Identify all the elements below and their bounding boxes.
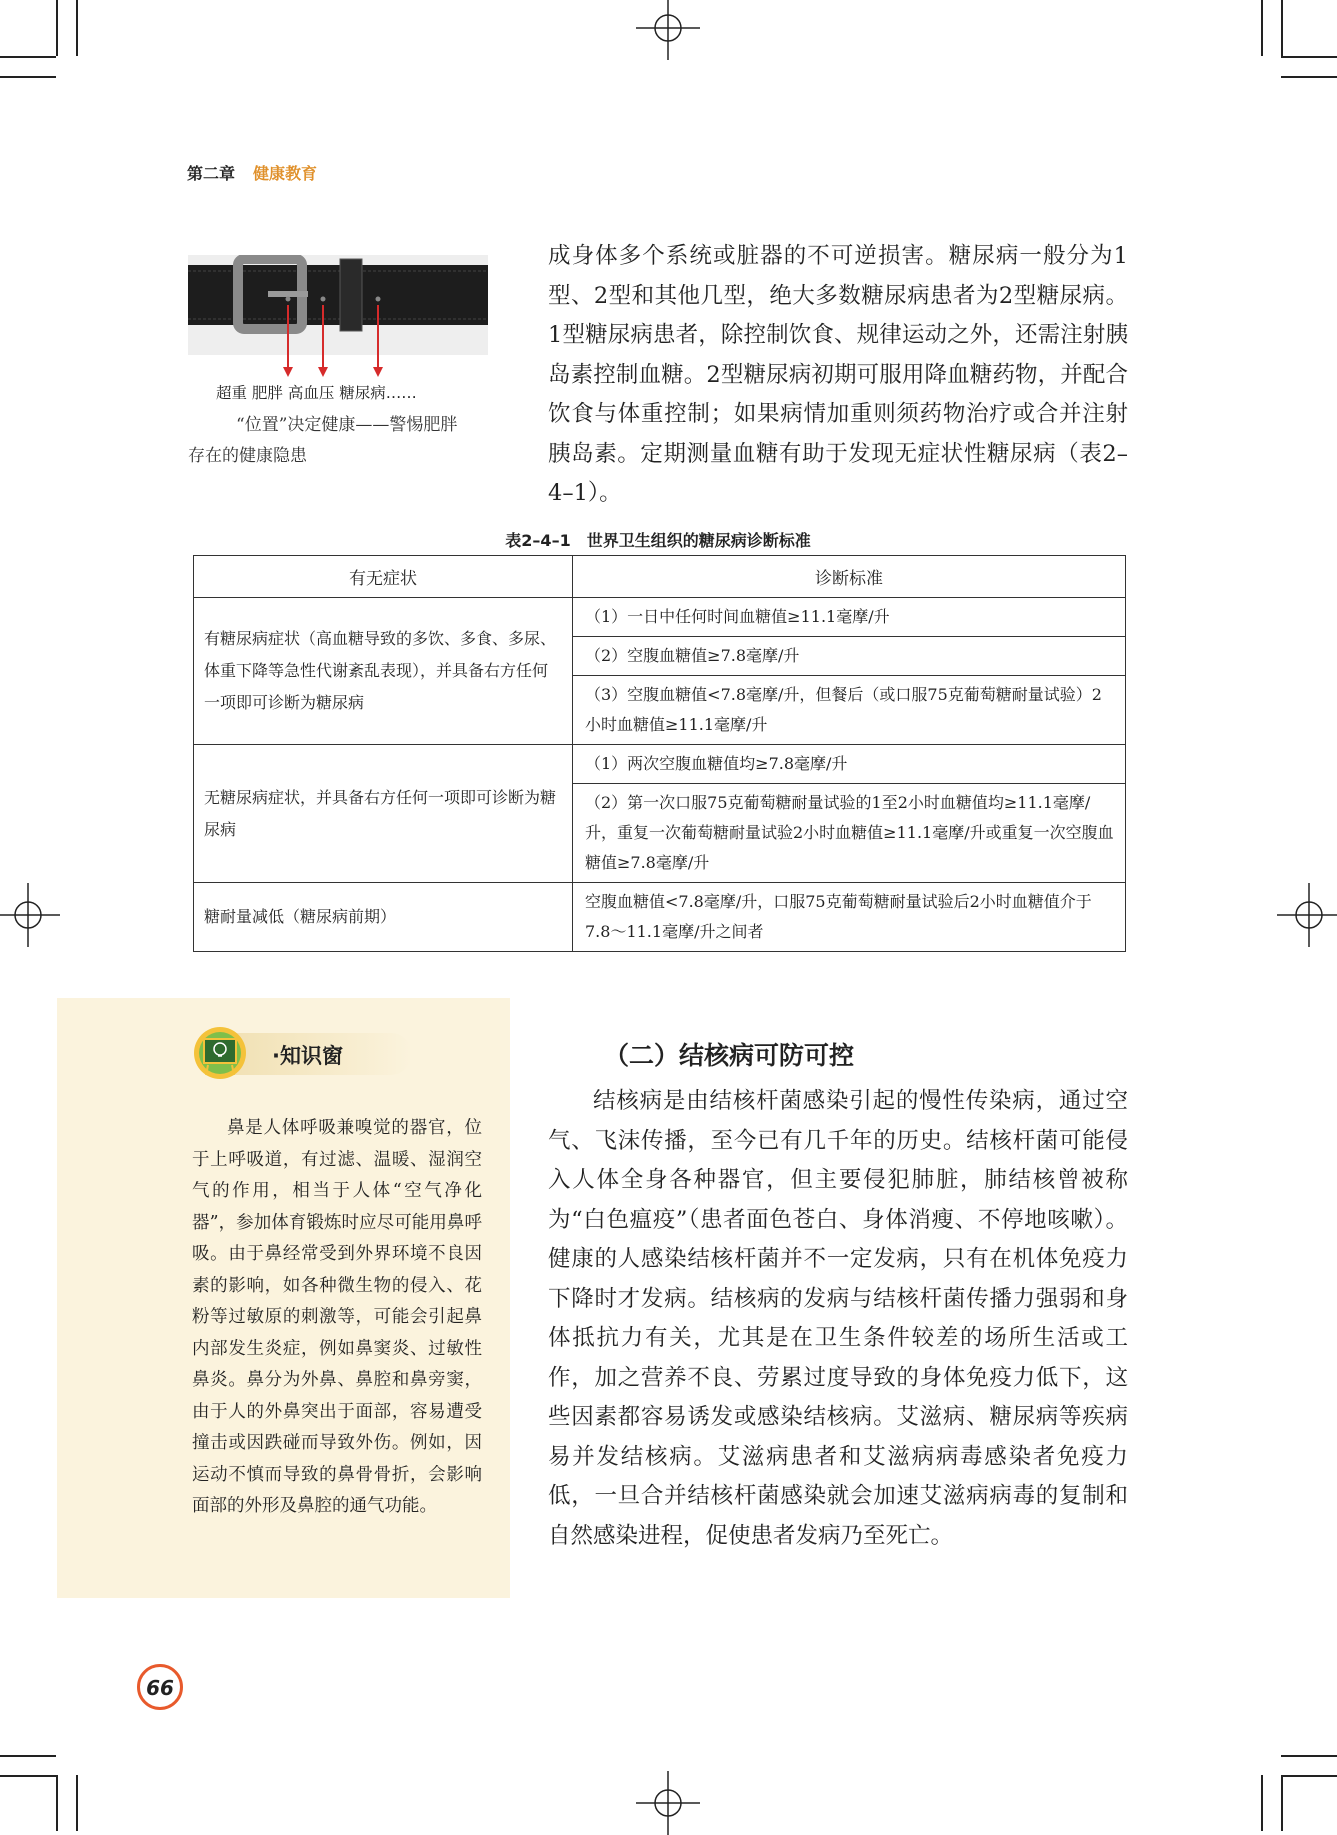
symptom-cell: 糖耐量减低（糖尿病前期） [194,883,573,952]
table-header: 有无症状 [194,556,573,598]
crop-mark [0,56,56,58]
crop-mark [56,0,58,56]
section-heading: （二）结核病可防可控 [604,1041,855,1070]
criteria-cell: （2）空腹血糖值≥7.8毫摩/升 [573,637,1126,676]
criteria-cell: （3）空腹血糖值<7.8毫摩/升，但餐后（或口服75克葡萄糖耐量试验）2小时血糖值≥11.1毫摩/升 [573,676,1126,745]
crop-mark [1281,56,1337,58]
arrow-labels: 超重 肥胖 高血压 糖尿病…… [216,384,417,402]
crop-mark [0,76,56,78]
figure-caption [188,410,518,472]
knowledge-window-title: ·知识窗 [272,1044,343,1068]
registration-mark-icon [636,1771,700,1835]
crop-mark [1261,0,1263,56]
chapter-number: 第二章 [187,164,236,183]
table-row [194,598,1126,637]
crop-mark [0,1775,56,1777]
page-number: 66 [146,1676,174,1700]
criteria-cell: 空腹血糖值<7.8毫摩/升，口服75克葡萄糖耐量试验后2小时血糖值介于7.8～11.1毫摩/升之间者 [573,883,1126,952]
table-title: 表2–4–1 世界卫生组织的糖尿病诊断标准 [505,531,811,550]
table-row [194,745,1126,784]
crop-mark [0,1755,56,1757]
diagnosis-table [193,555,1126,952]
knowledge-window-paragraph: 鼻是人体呼吸兼嗅觉的器官，位于上呼吸道，有过滤、温暖、湿润空气的作用，相当于人体“空气净化器”，参加体育锻炼时应尽可能用鼻呼吸。由于鼻经常受到外界环境不良因素的影响，如各种微生物的侵入、花粉等过敏原的刺激等，可能会引起鼻内部发生炎症，例如鼻窦炎、过敏性鼻炎。鼻分为外鼻、鼻腔和鼻旁窦，由于人的外鼻突出于面部，容易遭受撞击或因跌碰而导致外伤。例如，因运动不慎而导致的鼻骨骨折，会影响面部的外形及鼻腔的通气功能。 [192,1118,482,1516]
registration-mark-icon [1277,883,1337,947]
table-row [194,883,1126,952]
section-paragraph: 结核病是由结核杆菌感染引起的慢性传染病，通过空气、飞沫传播，至今已有几千年的历史。结核杆菌可能侵入人体全身各种器官，但主要侵犯肺脏，肺结核曾被称为“白色瘟疫”（患者面色苍白、身体消瘦、不停地咳嗽）。健康的人感染结核杆菌并不一定发病，只有在机体免疫力下降时才发病。结核病的发病与结核杆菌传播力强弱和身体抵抗力有关，尤其是在卫生条件较差的场所生活或工作，加之营养不良、劳累过度导致的身体免疫力低下，这些因素都容易诱发或感染结核病。艾滋病、糖尿病等疾病易并发结核病。艾滋病患者和艾滋病病毒感染者免疫力低，一旦合并结核杆菌感染就会加速艾滋病病毒的复制和自然感染进程，促使患者发病乃至死亡。 [548,1088,1128,1549]
crop-mark [1281,0,1283,56]
table-header-row [194,556,1126,598]
caption-line-2: 存在的健康隐患 [188,446,307,466]
intro-paragraph: 成身体多个系统或脏器的不可逆损害。糖尿病一般分为1型、2型和其他几型，绝大多数糖尿病患者为2型糖尿病。1型糖尿病患者，除控制饮食、规律运动之外，还需注射胰岛素控制血糖。2型糖尿病初期可服用降血糖药物，并配合饮食与体重控制；如果病情加重则须药物治疗或合并注射胰岛素。定期测量血糖有助于发现无症状性糖尿病（表2–4–1）。 [548,243,1128,506]
registration-mark-icon [636,0,700,60]
criteria-cell: （1）两次空腹血糖值均≥7.8毫摩/升 [573,745,1126,784]
crop-mark [1281,1775,1283,1831]
knowledge-window-text [192,1113,482,1523]
crop-mark [56,1775,58,1831]
symptom-cell: 有糖尿病症状（高血糖导致的多饮、多食、多尿、体重下降等急性代谢紊乱表现），并具备右方任何一项即可诊断为糖尿病 [194,598,573,745]
crop-mark [76,1775,78,1831]
chapter-title: 健康教育 [253,164,318,183]
crop-mark [1261,1775,1263,1831]
registration-mark-icon [0,883,60,947]
belt-illustration [188,255,488,405]
page-number-badge [137,1664,183,1710]
table-header: 诊断标准 [573,556,1126,598]
crop-mark [1281,1775,1337,1777]
criteria-cell: （2）第一次口服75克葡萄糖耐量试验的1至2小时血糖值均≥11.1毫摩/升，重复一次葡萄糖耐量试验2小时血糖值≥11.1毫摩/升或重复一次空腹血糖值≥7.8毫摩/升 [573,784,1126,883]
criteria-cell: （1）一日中任何时间血糖值≥11.1毫摩/升 [573,598,1126,637]
crop-mark [76,0,78,56]
crop-mark [1281,76,1337,78]
symptom-cell: 无糖尿病症状，并具备右方任何一项即可诊断为糖尿病 [194,745,573,883]
chapter-header [187,161,317,184]
crop-mark [1281,1755,1337,1757]
caption-line-1: “位置”决定健康——警惕肥胖 [236,415,458,435]
